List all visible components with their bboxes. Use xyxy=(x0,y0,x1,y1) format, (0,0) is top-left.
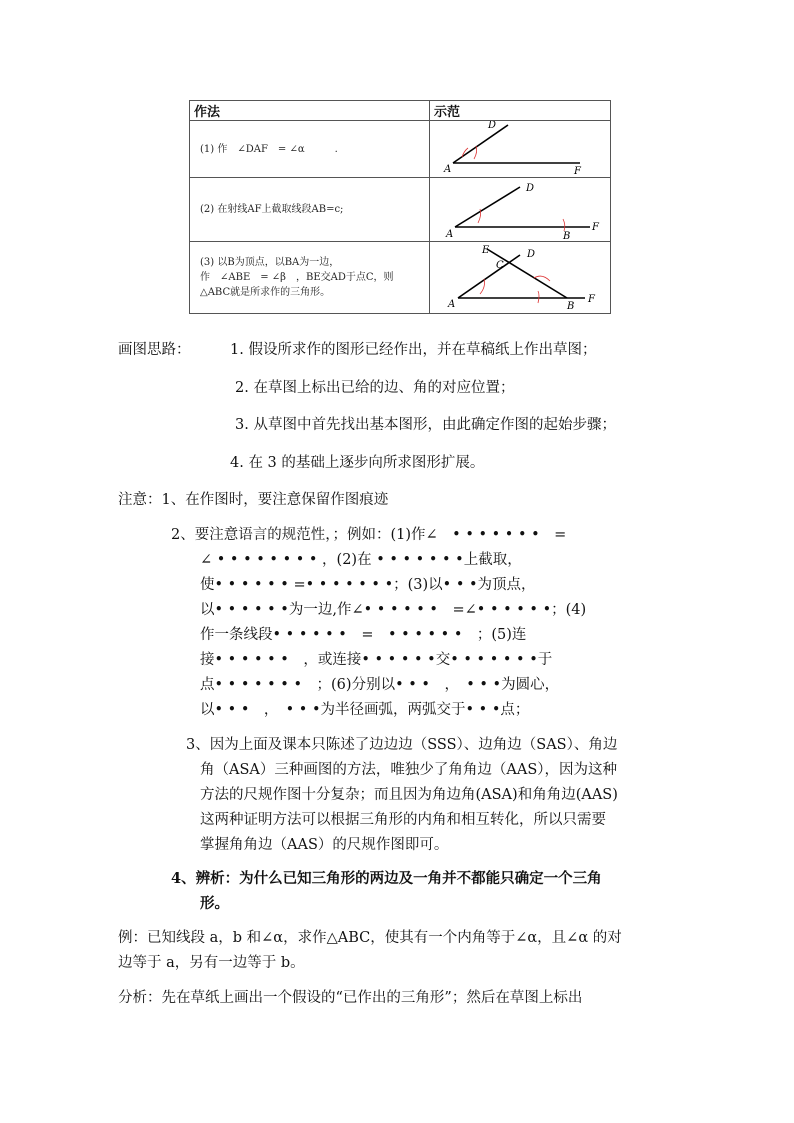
label-D: D xyxy=(488,121,497,131)
step2-figure xyxy=(430,178,611,242)
thinking-item: 3. 从草图中首先找出基本图形，由此确定作图的起始步骤； xyxy=(235,417,616,433)
label-A: A xyxy=(444,164,452,175)
note-2-line: 2、要注意语言的规范性，；例如：(1)作∠ • • • • • • • = xyxy=(171,527,567,543)
note-3-line: 这两种证明方法可以根据三角形的内角和相互转化，所以只需要 xyxy=(200,812,606,828)
note-2-line: 以• • • • • •为一边,作∠• • • • • • =∠• • • • • •；(4) xyxy=(200,602,587,618)
table-row xyxy=(190,178,430,242)
note-2-line: 点• • • • • • • ；(6)分别以• • • ， • • •为圆心， xyxy=(200,677,560,693)
note-2-line: ∠ • • • • • • • • ，(2)在 • • • • • • •上截取， xyxy=(200,552,522,568)
thinking-item: 2. 在草图上标出已给的边、角的对应位置； xyxy=(235,380,515,396)
step2-text: (2) 在射线AF上截取线段AB=c; xyxy=(200,204,344,215)
label-F: F xyxy=(592,221,599,233)
label-D: D xyxy=(527,248,536,260)
note-3-line: 方法的尺规作图十分复杂；而且因为角边角(ASA)和角角边(AAS) xyxy=(200,787,618,803)
note-4-line: 4、辨析：为什么已知三角形的两边及一角并不都能只确定一个三角 xyxy=(171,870,602,887)
label-E: E xyxy=(482,244,490,256)
note-2-line: 接• • • • • • ，或连接• • • • • •交• • • • • • •于 xyxy=(200,652,553,668)
label-F: F xyxy=(588,293,595,305)
label-F: F xyxy=(574,166,581,177)
label-C: C xyxy=(496,259,504,271)
table-row xyxy=(190,242,430,314)
example-line: 边等于 a，另有一边等于 b。 xyxy=(118,955,305,971)
step3-line3: △ABC就是所求作的三角形。 xyxy=(200,287,331,298)
note-3-line: 掌握角角边（AAS）的尺规作图即可。 xyxy=(200,837,449,853)
thinking-item: 4. 在 3 的基础上逐步向所求图形扩展。 xyxy=(230,455,485,471)
table-row xyxy=(190,121,430,178)
label-A: A xyxy=(448,298,456,310)
note-2-line: 使• • • • • • =• • • • • • •；(3)以• • •为顶点， xyxy=(200,577,536,593)
step1-text: (1) 作 ∠DAF = ∠α . xyxy=(200,143,338,155)
table-header-method: 作法 xyxy=(190,101,430,121)
step3-figure xyxy=(430,242,611,314)
note-2-line: 作一条线段• • • • • • = • • • • • • ；(5)连 xyxy=(200,627,527,643)
thinking-item: 1. 假设所求作的图形已经作出，并在草稿纸上作出草图； xyxy=(230,342,597,358)
step3-line1: (3) 以B为顶点，以BA为一边， xyxy=(200,257,340,268)
label-A: A xyxy=(446,228,454,240)
construction-table xyxy=(189,100,611,314)
note-3-line: 3、因为上面及课本只陈述了边边边（SSS）、边角边（SAS）、角边 xyxy=(186,737,618,753)
analysis-text: 分析：先在草纸上画出一个假设的“已作出的三角形”；然后在草图上标出 xyxy=(118,990,583,1006)
note-2-line: 以• • • ， • • •为半径画弧，两弧交于• • •点； xyxy=(200,702,530,718)
label-D: D xyxy=(526,182,535,194)
label-B: B xyxy=(567,300,575,312)
step1-figure xyxy=(430,121,611,178)
table-header-demo: 示范 xyxy=(430,101,611,121)
example-line: 例：已知线段 a，b 和∠α，求作△ABC，使其有一个内角等于∠α，且∠α 的对 xyxy=(118,930,622,946)
thinking-label: 画图思路： xyxy=(118,342,191,358)
step3-line2: 作 ∠ABE = ∠β ，BE交AD于点C，则 xyxy=(200,272,394,283)
label-B: B xyxy=(563,230,571,241)
note-3-line: 角（ASA）三种画图的方法，唯独少了角角边（AAS），因为这种 xyxy=(200,762,618,778)
note-4-line: 形。 xyxy=(200,895,229,912)
note-1: 注意：1、在作图时，要注意保留作图痕迹 xyxy=(118,492,389,508)
